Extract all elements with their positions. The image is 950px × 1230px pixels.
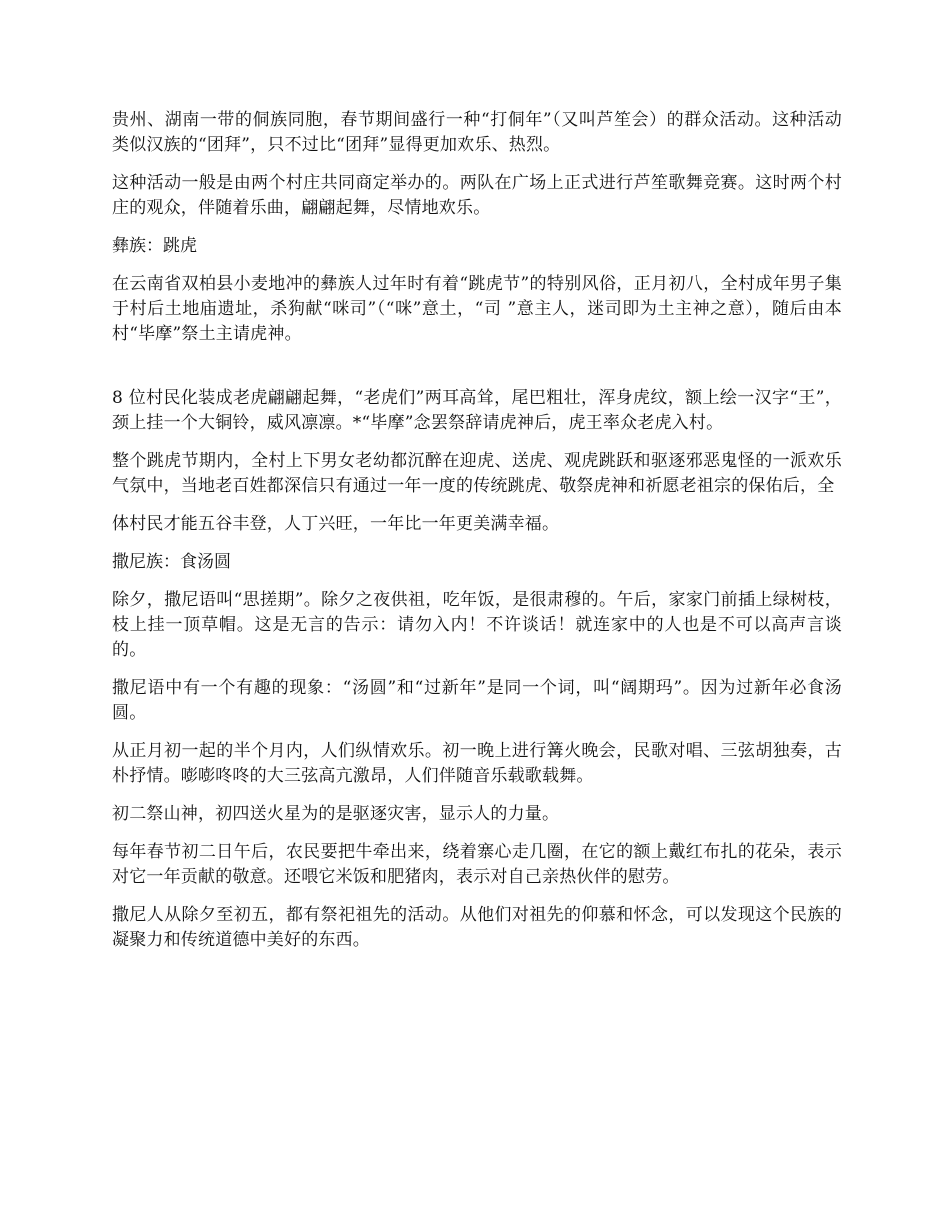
paragraph-yi-festival: 整个跳虎节期内，全村上下男女老幼都沉醉在迎虎、送虎、观虎跳跃和驱逐邪恶鬼怪的一派欢乐气氛中，当地老百姓都深信只有通过一年一度的传统跳虎、敬祭虎神和祈愿老祖宗的保佑后，全 — [112, 451, 842, 496]
paragraph-sani-tangyuan: 撒尼语中有一个有趣的现象：“汤圆”和“过新年”是同一个词，叫“阔期玛”。因为过新年必食汤圆。 — [112, 678, 842, 723]
document-body — [112, 108, 842, 966]
paragraph-dong-activity: 这种活动一般是由两个村庄共同商定举办的。两队在广场上正式进行芦笙歌舞竞赛。这时两个村庄的观众，伴随着乐曲，翩翩起舞，尽情地欢乐。 — [112, 173, 842, 218]
section-heading-yi: 彝族：跳虎 — [112, 236, 197, 256]
paragraph-sani-celebration: 从正月初一起的半个月内，人们纵情欢乐。初一晚上进行篝火晚会，民歌对唱、三弦胡独奏，古朴抒情。嘭嘭咚咚的大三弦高亢激昂，人们伴随音乐载歌载舞。 — [112, 741, 842, 786]
paragraph-dong-intro: 贵州、湖南一带的侗族同胞，春节期间盛行一种“打侗年”（又叫芦笙会）的群众活动。这种活动类似汉族的“团拜”，只不过比“团拜”显得更加欢乐、热烈。 — [112, 110, 842, 155]
paragraph-yi-blessing: 体村民才能五谷丰登，人丁兴旺，一年比一年更美满幸福。 — [112, 514, 560, 534]
paragraph-sani-mountain: 初二祭山神，初四送火星为的是驱逐灾害，显示人的力量。 — [112, 804, 560, 824]
paragraph-sani-ox: 每年春节初二日午后，农民要把牛牵出来，绕着寨心走几圈，在它的额上戴红布扎的花朵，表示对它一年贡献的敬意。还喂它米饭和肥猪肉，表示对自己亲热伙伴的慰劳。 — [112, 842, 842, 887]
blank-gap — [112, 360, 842, 386]
paragraph-yi-dance: 8 位村民化装成老虎翩翩起舞，“老虎们”两耳高耸，尾巴粗壮，浑身虎纹，额上绘一汉字“王”，颈上挂一个大铜铃，威风凛凛。*“毕摩”念罢祭辞请虎神后，虎王率众老虎入村。 — [112, 388, 842, 433]
paragraph-sani-ancestors: 撒尼人从除夕至初五，都有祭祀祖先的活动。从他们对祖先的仰慕和怀念，可以发现这个民族的凝聚力和传统道德中美好的东西。 — [112, 905, 842, 950]
paragraph-sani-eve: 除夕，撒尼语叫“思搓期”。除夕之夜供祖，吃年饭，是很肃穆的。午后，家家门前插上绿树枝，枝上挂一顶草帽。这是无言的告示：请勿入内！不许谈话！就连家中的人也是不可以高声言谈的。 — [112, 590, 842, 660]
paragraph-yi-custom: 在云南省双柏县小麦地冲的彝族人过年时有着“跳虎节”的特别风俗，正月初八，全村成年男子集于村后土地庙遗址，杀狗献“咪司”（“咪”意土，“司 ”意主人，迷司即为土主神之意），随后由本村“毕摩”祭土主请虎神。 — [112, 274, 842, 344]
section-heading-sani: 撒尼族：食汤圆 — [112, 552, 231, 572]
